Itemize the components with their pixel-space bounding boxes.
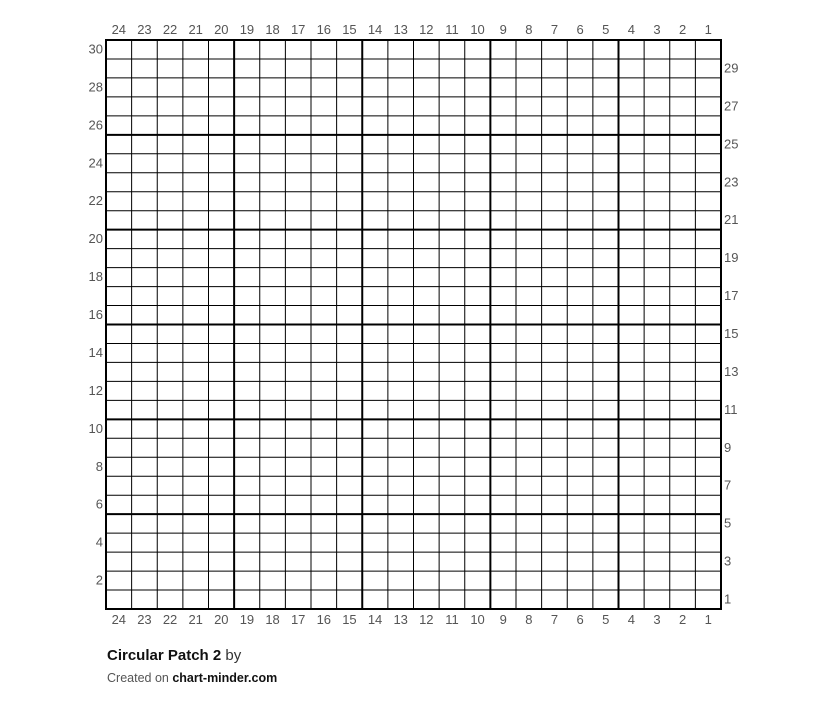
row-label-left: 22 [88, 193, 103, 209]
column-label-top: 10 [470, 22, 485, 37]
column-label-bottom: 3 [653, 612, 661, 627]
column-label-top: 15 [342, 22, 357, 37]
row-label-right: 23 [724, 174, 739, 190]
column-label-bottom: 20 [214, 612, 229, 627]
row-label-right: 17 [724, 288, 739, 304]
row-label-left: 6 [95, 496, 103, 512]
column-label-bottom: 9 [499, 612, 507, 627]
row-label-right: 5 [724, 515, 732, 531]
row-labels-right [724, 60, 738, 606]
row-label-left: 24 [88, 155, 103, 171]
column-label-top: 12 [419, 22, 434, 37]
row-label-left: 26 [88, 117, 103, 133]
pattern-title: Circular Patch 2 [107, 647, 222, 664]
row-label-right: 29 [724, 60, 739, 76]
column-label-top: 5 [602, 22, 610, 37]
column-label-bottom: 19 [239, 612, 255, 627]
column-label-top: 4 [627, 22, 635, 37]
column-label-bottom: 15 [342, 612, 357, 627]
row-labels-left [89, 41, 103, 587]
row-label-right: 11 [724, 401, 738, 417]
column-label-top: 7 [550, 22, 559, 37]
column-label-top: 6 [576, 22, 584, 37]
row-label-right: 21 [724, 212, 739, 228]
column-label-top: 3 [653, 22, 661, 37]
column-label-bottom: 24 [111, 612, 127, 627]
column-label-bottom: 5 [602, 612, 610, 627]
column-label-bottom: 22 [162, 612, 178, 627]
row-label-left: 20 [88, 231, 103, 247]
column-label-top: 17 [290, 22, 306, 37]
column-label-bottom: 2 [678, 612, 687, 627]
column-label-bottom: 4 [627, 612, 635, 627]
row-label-left: 4 [95, 534, 103, 550]
row-label-left: 30 [88, 41, 103, 57]
row-label-left: 10 [88, 420, 103, 436]
column-label-bottom: 11 [445, 612, 459, 627]
column-label-bottom: 13 [393, 612, 408, 627]
column-label-bottom: 23 [137, 612, 152, 627]
row-label-left: 28 [88, 79, 103, 95]
column-label-bottom: 1 [704, 612, 712, 627]
row-label-left: 18 [88, 269, 103, 285]
column-label-top: 22 [162, 22, 178, 37]
column-label-top: 19 [239, 22, 255, 37]
column-label-top: 18 [265, 22, 280, 37]
chart-footer [107, 646, 277, 685]
row-label-right: 25 [724, 136, 739, 152]
column-label-top: 21 [188, 22, 203, 37]
column-label-top: 1 [704, 22, 712, 37]
column-labels-bottom [112, 612, 712, 627]
column-label-bottom: 18 [265, 612, 280, 627]
by-label: by [225, 647, 242, 664]
row-label-left: 2 [95, 572, 103, 588]
column-label-top: 14 [367, 22, 383, 37]
column-label-top: 23 [137, 22, 152, 37]
row-label-left: 12 [88, 382, 103, 398]
title-line [107, 646, 277, 666]
column-label-bottom: 14 [367, 612, 383, 627]
column-label-top: 16 [316, 22, 332, 37]
row-label-left: 16 [88, 307, 103, 323]
column-labels-top [112, 22, 712, 37]
created-on-label: Created on [107, 671, 169, 685]
row-label-right: 27 [724, 98, 739, 114]
site-link[interactable]: chart-minder.com [172, 671, 278, 685]
row-label-right: 13 [724, 363, 739, 379]
row-label-left: 8 [95, 458, 103, 474]
credit-line [107, 671, 277, 685]
row-label-right: 3 [724, 553, 732, 569]
column-label-top: 11 [445, 22, 459, 37]
column-label-top: 20 [214, 22, 229, 37]
column-label-bottom: 6 [576, 612, 584, 627]
column-label-bottom: 8 [525, 612, 533, 627]
column-label-top: 8 [525, 22, 533, 37]
row-label-right: 7 [724, 477, 732, 493]
row-label-right: 19 [724, 250, 739, 266]
row-label-left: 14 [88, 344, 103, 360]
column-label-bottom: 10 [470, 612, 485, 627]
column-label-bottom: 7 [550, 612, 559, 627]
row-label-right: 15 [724, 325, 739, 341]
row-label-right: 1 [724, 591, 732, 607]
column-label-top: 2 [678, 22, 687, 37]
column-label-top: 24 [111, 22, 127, 37]
column-label-top: 13 [393, 22, 408, 37]
column-label-bottom: 17 [290, 612, 306, 627]
column-label-bottom: 21 [188, 612, 203, 627]
column-label-top: 9 [499, 22, 507, 37]
column-label-bottom: 12 [419, 612, 434, 627]
column-label-bottom: 16 [316, 612, 332, 627]
row-label-right: 9 [724, 439, 732, 455]
